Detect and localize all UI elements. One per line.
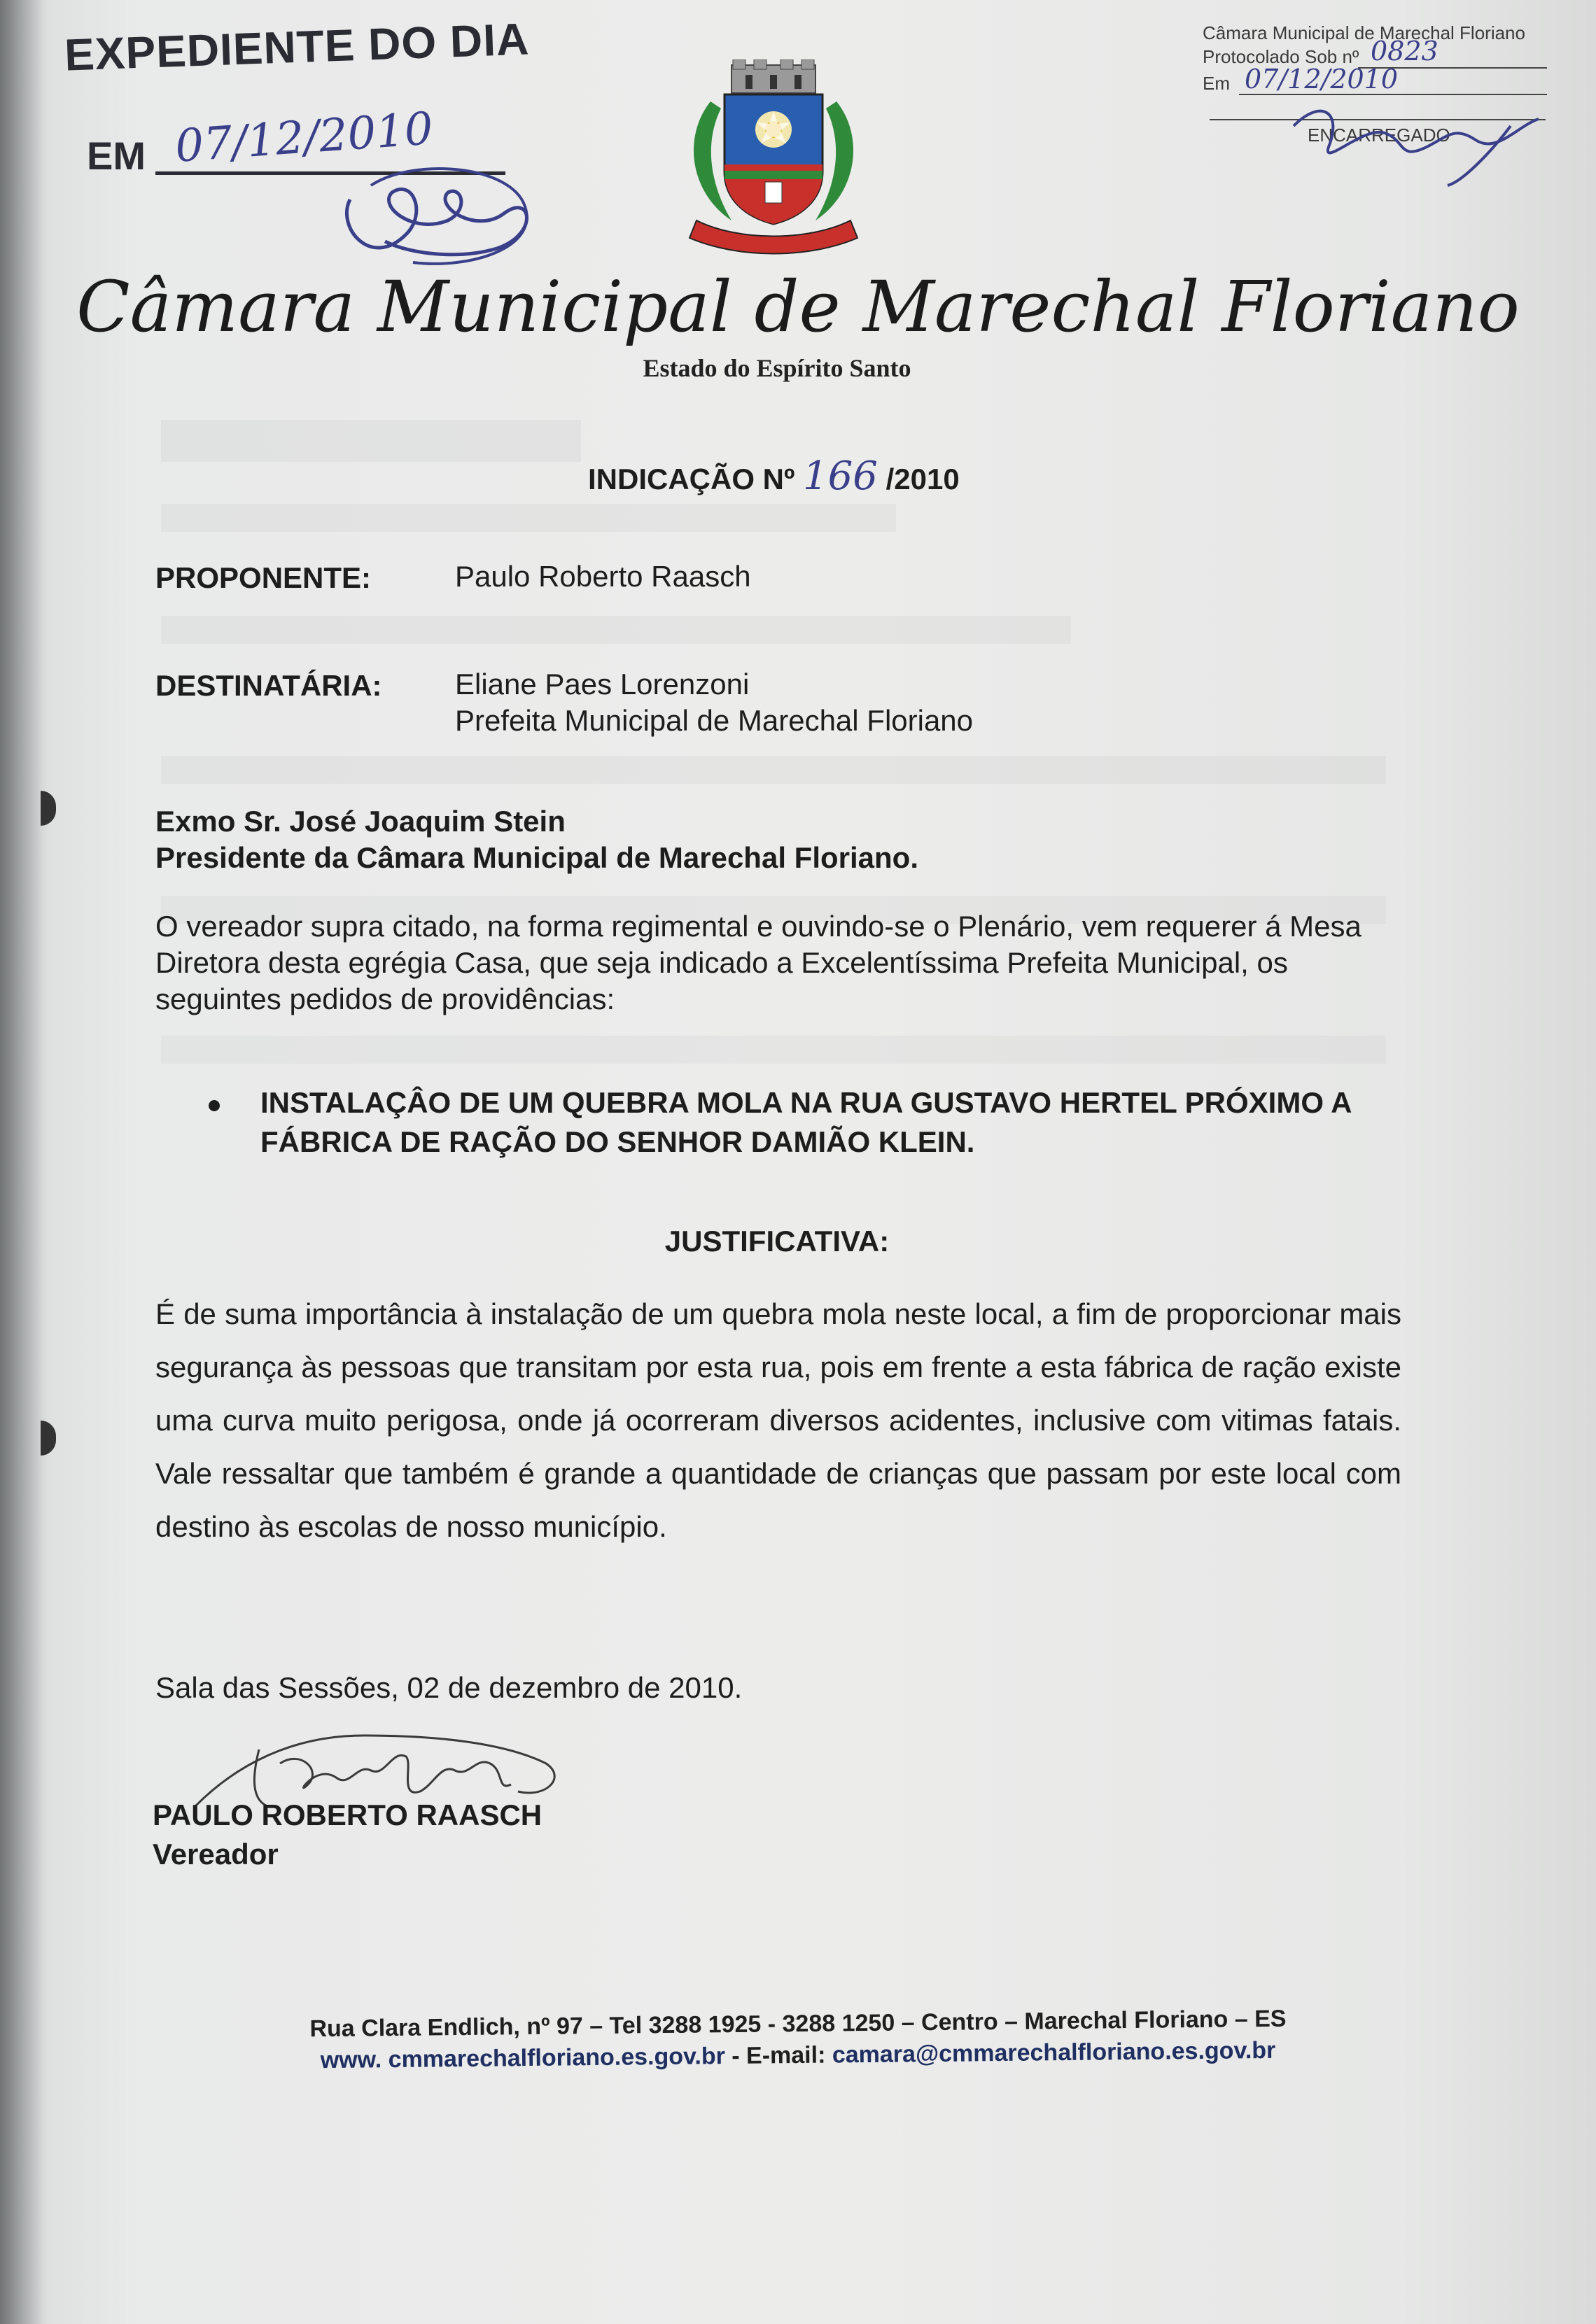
place-and-date: Sala das Sessões, 02 de dezembro de 2010. [155,1671,743,1704]
justificativa-text: É de suma importância à instalação de um quebra mola neste local, a fim de proporcionar mais segurança às pessoas que transitam por esta rua, pois em frente a esta fábrica de ração existe uma curva muito perigosa, onde já ocorreram diversos acidentes, inclusive com vitimas fatais. Vale ressaltar que também é grande a quantidade de crianças que passam por este local com destino às escolas de nosso município. [155,1297,1401,1543]
request-bullet: INSTALAÇÂO DE UM QUEBRA MOLA NA RUA GUSTAVO HERTEL PRÓXIMO A FÁBRICA DE RAÇÃO DO SENHOR DAMIÃO KLEIN. [260,1086,1351,1158]
protocol-stamp-line1: Câmara Municipal de Marechal Floriano [1203,22,1525,43]
proponente-label: PROPONENTE: [155,561,372,594]
expediente-stamp-title: EXPEDIENTE DO DIA [63,13,531,80]
footer-address: Rua Clara Endlich, nº 97 – Tel 3288 1925 - 3288 1250 – Centro – Marechal Floriano – ES [309,2005,1287,2043]
protocol-date-label: Em [1203,73,1230,94]
destinataria-org: Prefeita Municipal de Marechal Floriano [455,704,974,737]
indicacao-year: /2010 [886,463,960,495]
stamp-initials-signature [329,157,553,276]
justificativa-heading: JUSTIFICATIVA: [664,1225,890,1258]
indicacao-number: 166 [803,453,878,499]
indicacao-prefix: INDICAÇÃO Nº [588,463,795,495]
binding-shadow [0,0,42,2324]
bullet-dot [209,1100,220,1111]
signer-name: PAULO ROBERTO RAASCH [153,1798,542,1831]
indicacao-heading [588,453,960,499]
protocol-encarregado-label: ENCARREGADO [1308,125,1450,146]
addressee-line1: Exmo Sr. José Joaquim Stein [155,805,566,838]
protocol-number: 0823 [1371,36,1438,66]
destinataria-block [455,666,973,739]
coat-of-arms-icon [682,59,864,255]
protocol-signature [1280,84,1546,189]
protocol-stamp [1203,21,1567,147]
footer-email-label: - E-mail: [724,2041,833,2070]
protocol-number-label: Protocolado Sob nº [1203,46,1359,67]
addressee-block [155,803,918,876]
expediente-stamp-date: 07/12/2010 [173,103,435,173]
signer-role: Vereador [153,1838,279,1871]
body-paragraph: O vereador supra citado, na forma regimental e ouvindo-se o Plenário, vem requerer á Mesa Diretora desta egrégia Casa, que seja indicado a Excelentíssima Prefeita Municipal, os seguintes pedidos de providências: [155,910,1362,1015]
proponente-name: Paulo Roberto Raasch [455,560,751,593]
destinataria-label: DESTINATÁRIA: [155,669,382,702]
institution-subtitle: Estado do Espírito Santo [643,354,911,382]
signer-block [153,1796,542,1874]
destinataria-name: Eliane Paes Lorenzoni [455,668,750,700]
footer-website-link[interactable]: www. cmmarechalfloriano.es.gov.br [320,2043,726,2074]
punch-hole-top [41,791,56,826]
protocol-date: 07/12/2010 [1245,64,1399,94]
punch-hole-bottom [41,1421,56,1456]
expediente-stamp-em-label: EM [87,134,146,178]
footer-email-link[interactable]: camara@cmmarechalfloriano.es.gov.br [832,2036,1276,2069]
addressee-line2: Presidente da Câmara Municipal de Marechal Floriano. [155,841,918,874]
institution-title: Câmara Municipal de Marechal Floriano [76,266,1520,348]
